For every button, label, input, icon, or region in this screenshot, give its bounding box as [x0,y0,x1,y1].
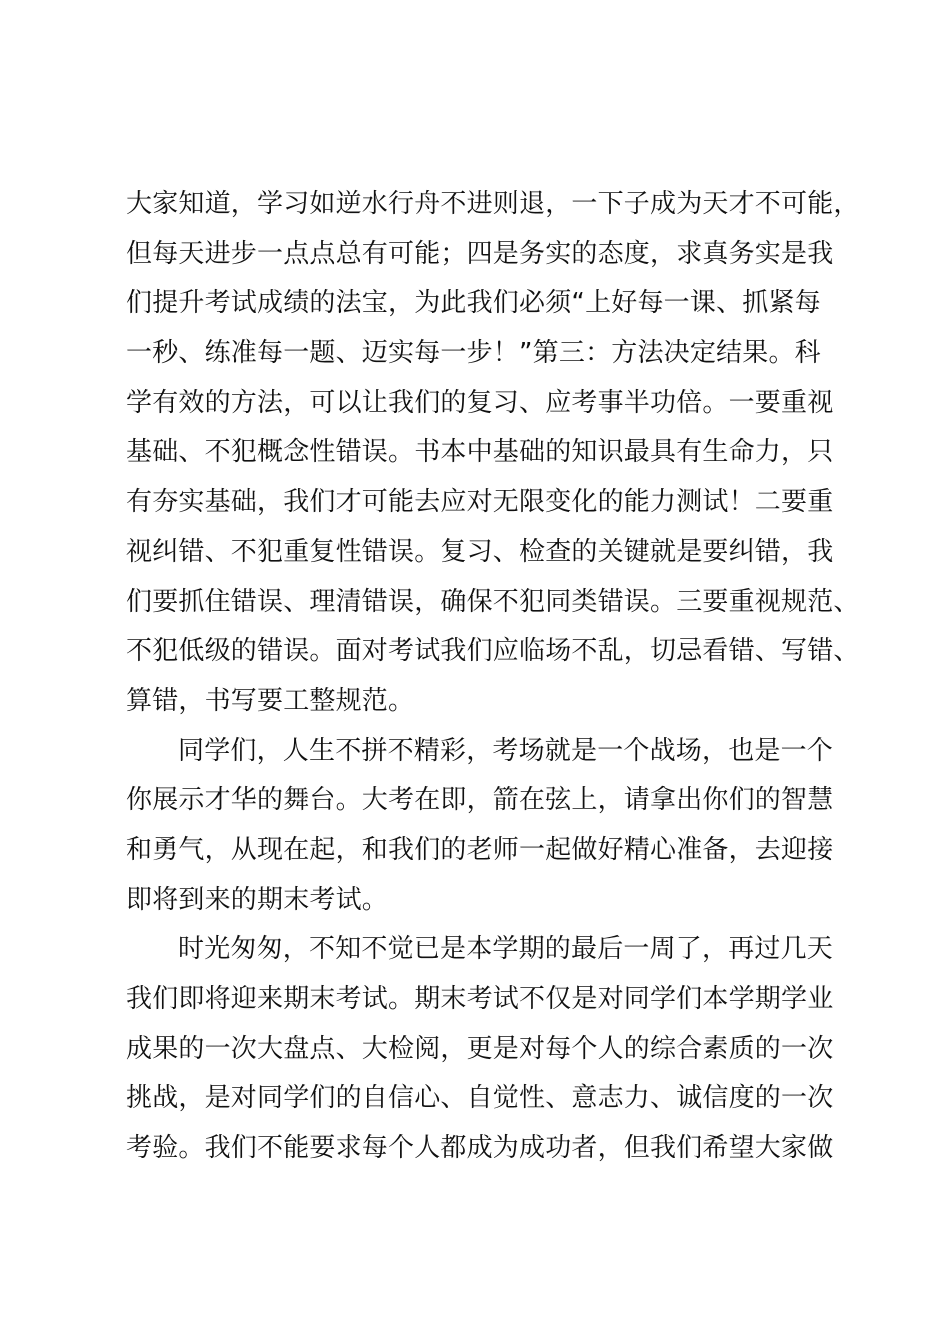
text-line: 成果的一次大盘点、大检阅，更是对每个人的综合素质的一次 [126,1033,834,1064]
paragraph-first-line: 同学们，人生不拼不精彩，考场就是一个战场，也是一个 [178,735,834,766]
text-line: 一秒、练准每一题、迈实每一步！”第三：方法决定结果。科 [126,338,821,369]
text-line: 视纠错、不犯重复性错误。复习、检查的关键就是要纠错，我 [126,536,834,567]
text-line: 不犯低级的错误。面对考试我们应临场不乱，切忌看错、写错、 [126,636,860,667]
text-line: 基础、不犯概念性错误。书本中基础的知识最具有生命力，只 [126,437,834,468]
text-line: 你展示才华的舞台。大考在即，箭在弦上，请拿出你们的智慧 [126,785,834,816]
text-line: 和勇气，从现在起，和我们的老师一起做好精心准备，去迎接 [126,834,834,865]
text-line: 算错，书写要工整规范。 [126,685,415,716]
text-line: 我们即将迎来期末考试。期末考试不仅是对同学们本学期学业 [126,984,834,1014]
text-line: 有夯实基础，我们才可能去应对无限变化的能力测试！二要重 [126,487,834,518]
text-line: 们要抓住错误、理清错误，确保不犯同类错误。三要重视规范、 [126,586,860,617]
text-line: 但每天进步一点点总有可能；四是务实的态度，求真务实是我 [126,238,834,269]
text-line: 学有效的方法，可以让我们的复习、应考事半功倍。一要重视 [126,387,834,418]
document-body [126,180,860,1174]
paragraph-first-line: 时光匆匆，不知不觉已是本学期的最后一周了，再过几天 [178,934,834,965]
text-line: 考验。我们不能要求每个人都成为成功者，但我们希望大家做 [126,1133,834,1164]
text-line: 挑战，是对同学们的自信心、自觉性、意志力、诚信度的一次 [126,1083,834,1114]
text-line: 即将到来的期末考试。 [126,884,389,915]
text-line: 大家知道，学习如逆水行舟不进则退，一下子成为天才不可能， [126,189,860,219]
text-line: 们提升考试成绩的法宝，为此我们必须“上好每一课、抓紧每 [126,288,821,319]
